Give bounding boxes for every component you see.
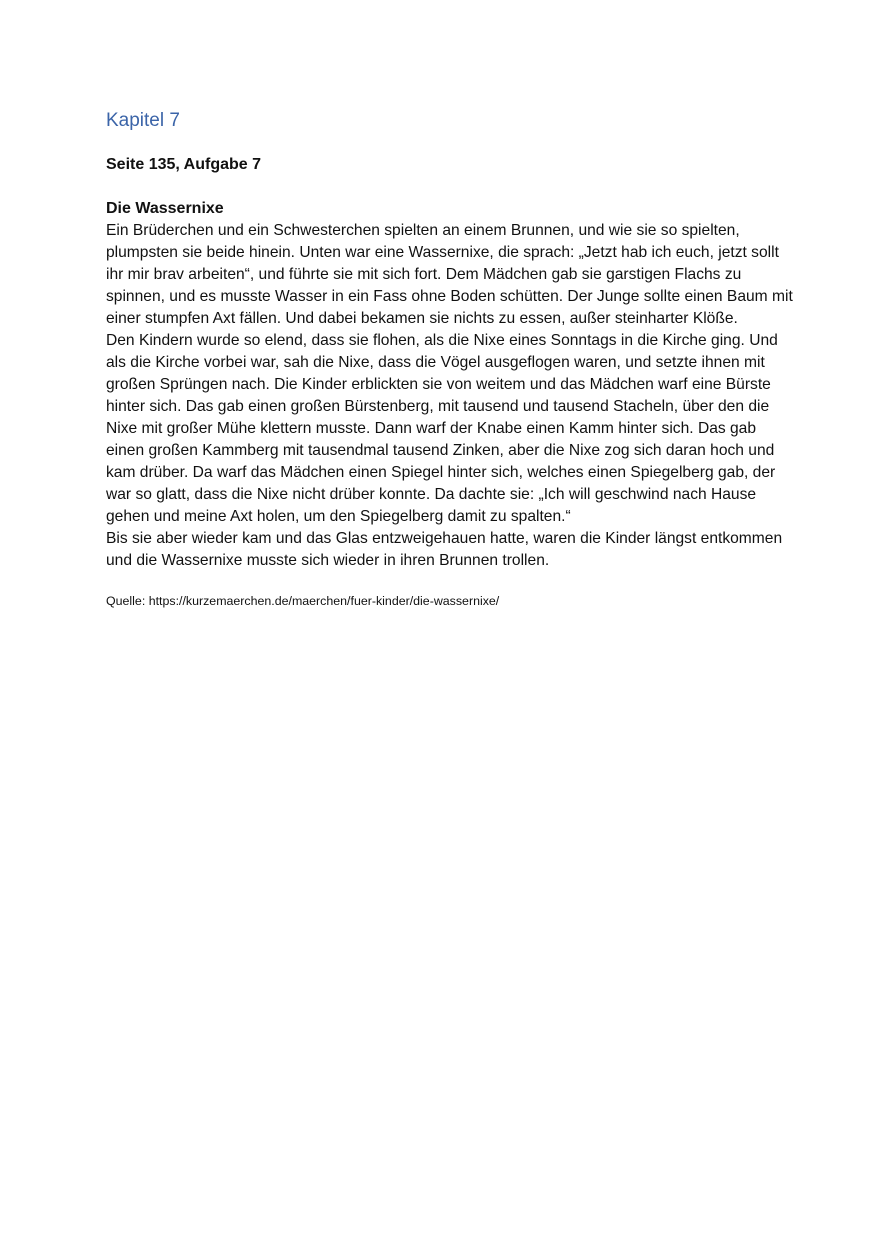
document-page	[106, 108, 796, 610]
source-line: Quelle: https://kurzemaerchen.de/maerchen/fuer-kinder/die-wassernixe/	[106, 594, 500, 608]
chapter-heading: Kapitel 7	[106, 110, 180, 131]
story-paragraph-1: Ein Brüderchen und ein Schwesterchen spielten an einem Brunnen, und wie sie so spielten, plumpsten sie beide hinein. Unten war eine Wassernixe, die sprach: „Jetzt hab ich euch, jetzt sollt ihr mir brav arbeiten“, und führte sie mit sich fort. Dem Mädchen gab sie garstigen Flachs zu spinnen, und es musste Wasser in ein Fass ohne Boden schütten. Der Junge sollte einen Baum mit einer stumpfen Axt fällen. Und dabei bekamen sie nichts zu essen, außer steinharter Klöße.	[106, 222, 793, 327]
task-heading: Seite 135, Aufgabe 7	[106, 156, 262, 173]
story-title: Die Wassernixe	[106, 200, 224, 217]
story-paragraph-3: Bis sie aber wieder kam und das Glas entzweigehauen hatte, waren die Kinder längst entkommen und die Wassernixe musste sich wieder in ihren Brunnen trollen.	[106, 530, 783, 569]
story-paragraph-2: Den Kindern wurde so elend, dass sie flohen, als die Nixe eines Sonntags in die Kirche ging. Und als die Kirche vorbei war, sah die Nixe, dass die Vögel ausgeflogen waren, und setzte ihnen mit großen Sprüngen nach. Die Kinder erblickten sie von weitem und das Mädchen warf eine Bürste hinter sich. Das gab einen großen Bürstenberg, mit tausend und tausend Stacheln, über den die Nixe mit großer Mühe klettern musste. Dann warf der Knabe einen Kamm hinter sich. Das gab einen großen Kammberg mit tausendmal tausend Zinken, aber die Nixe zog sich daran hoch und kam drüber. Da warf das Mädchen einen Spiegel hinter sich, welches einen Spiegelberg gab, der war so glatt, dass die Nixe nicht drüber konnte. Da dachte sie: „Ich will geschwind nach Hause gehen und meine Axt holen, um den Spiegelberg damit zu spalten.“	[106, 332, 778, 525]
